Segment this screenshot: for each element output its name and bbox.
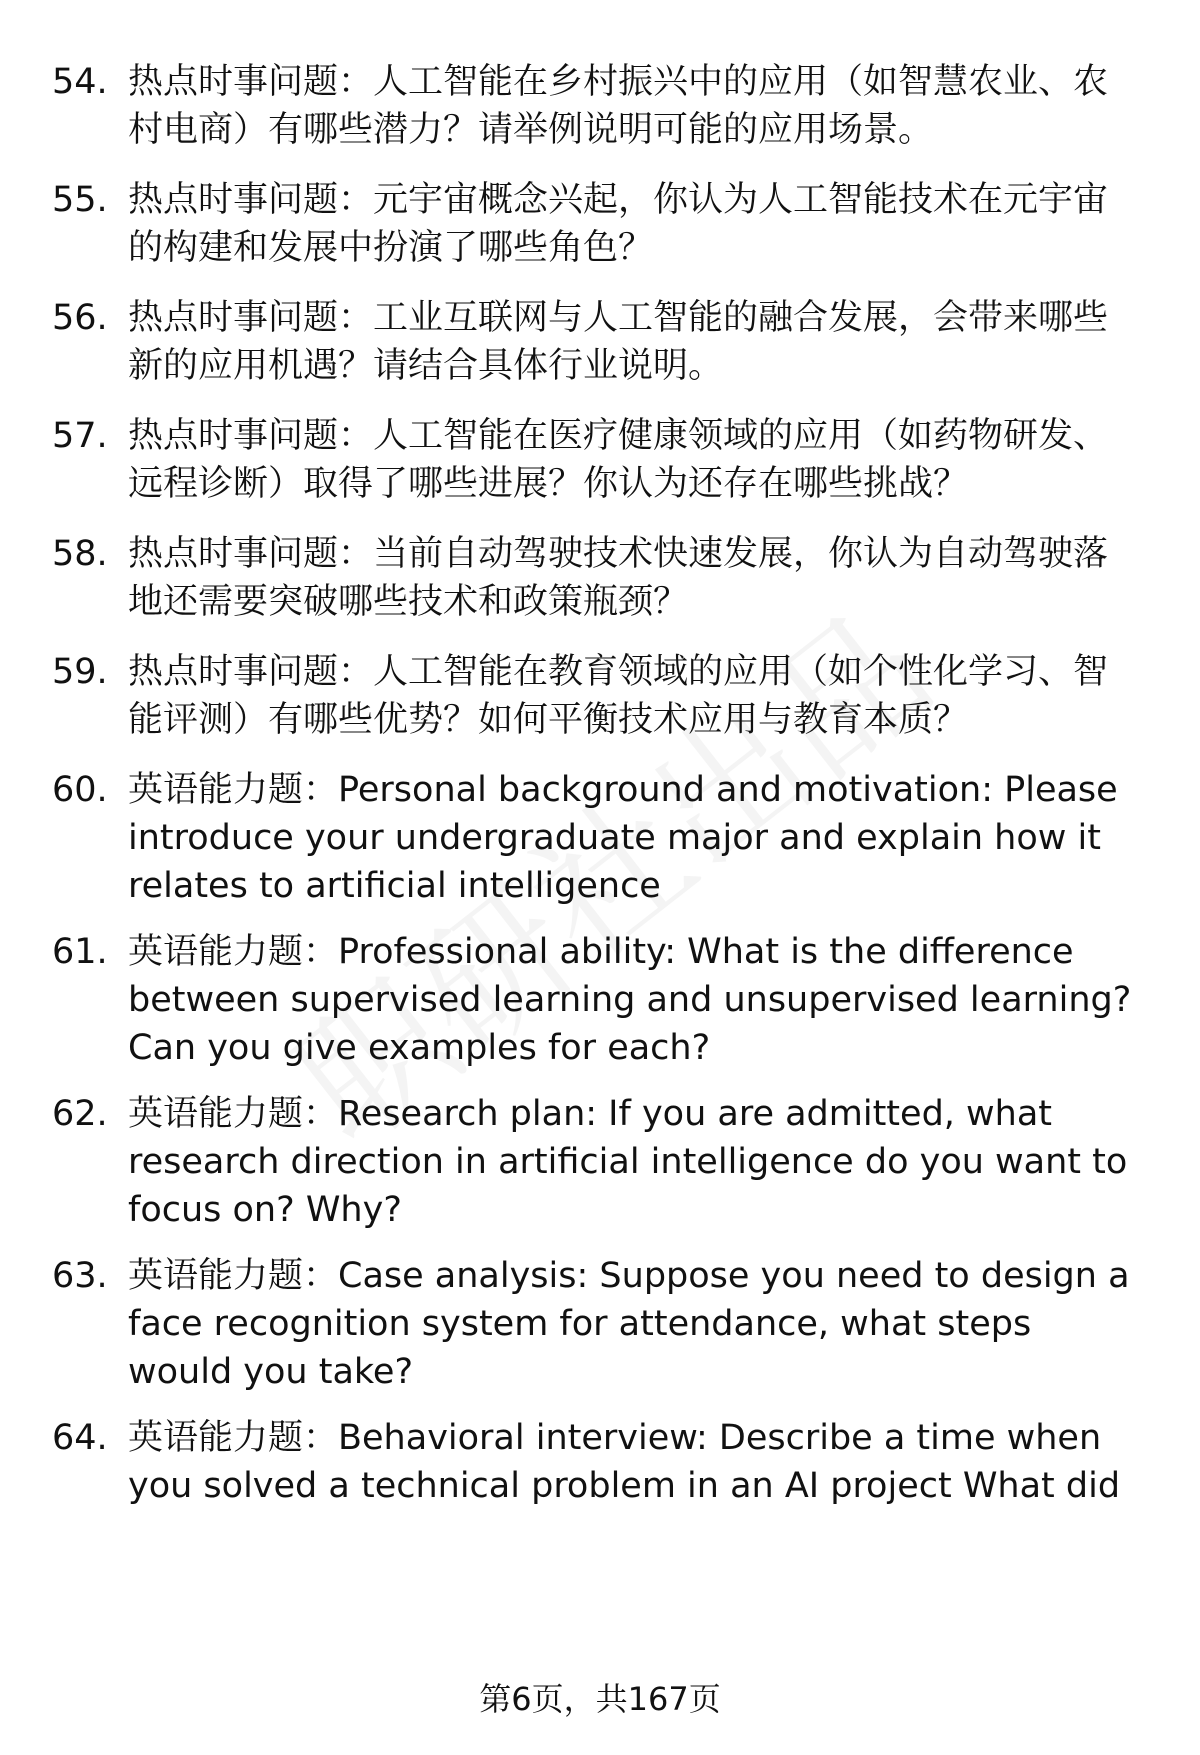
question-category: 热点时事问题： [128, 652, 374, 692]
question-number: 59. [52, 652, 108, 692]
question-62 [52, 1090, 1137, 1234]
question-text: Research plan: If you are admitted, what research direction in artificial intelligence do you want to focus on? Why? [128, 1094, 1128, 1230]
question-text: 工业互联网与人工智能的融合发展，会带来哪些新的应用机遇？请结合具体行业说明。 [128, 298, 1109, 386]
question-text: Behavioral interview: Describe a time when you solved a technical problem in an AI project What did [128, 1418, 1121, 1506]
question-text: 人工智能在医疗健康领域的应用（如药物研发、远程诊断）取得了哪些进展？你认为还存在哪些挑战？ [128, 416, 1109, 504]
question-category: 热点时事问题： [128, 180, 374, 220]
question-category: 热点时事问题： [128, 534, 374, 574]
question-number: 61. [52, 932, 108, 972]
question-category: 英语能力题： [128, 1418, 339, 1458]
question-number: 63. [52, 1256, 108, 1296]
question-category: 英语能力题： [128, 932, 339, 972]
question-text: 人工智能在乡村振兴中的应用（如智慧农业、农村电商）有哪些潜力？请举例说明可能的应用场景。 [128, 62, 1109, 150]
question-60 [52, 766, 1137, 910]
question-63 [52, 1252, 1137, 1396]
question-number: 54. [52, 62, 108, 102]
question-58 [52, 530, 1137, 626]
question-55 [52, 176, 1137, 272]
question-59 [52, 648, 1137, 744]
question-text: 元宇宙概念兴起，你认为人工智能技术在元宇宙的构建和发展中扮演了哪些角色？ [128, 180, 1109, 268]
question-category: 英语能力题： [128, 770, 339, 810]
page-number-footer: 第6页，共167页 [479, 1680, 721, 1718]
question-text: Case analysis: Suppose you need to design a face recognition system for attendance, what steps would you take? [128, 1256, 1130, 1392]
question-category: 热点时事问题： [128, 416, 374, 456]
question-text: Professional ability: What is the difference between supervised learning and unsupervised learning? Can you give examples for each? [128, 932, 1132, 1068]
question-54 [52, 58, 1137, 154]
question-number: 57. [52, 416, 108, 456]
question-number: 60. [52, 770, 108, 810]
question-number: 55. [52, 180, 108, 220]
question-category: 热点时事问题： [128, 298, 374, 338]
question-category: 英语能力题： [128, 1094, 339, 1134]
question-number: 64. [52, 1418, 108, 1458]
question-category: 热点时事问题： [128, 62, 374, 102]
question-text: 人工智能在教育领域的应用（如个性化学习、智能评测）有哪些优势？如何平衡技术应用与教育本质？ [128, 652, 1109, 740]
question-56 [52, 294, 1137, 390]
question-text: Personal background and motivation: Please introduce your undergraduate major and explain how it relates to artificial intelligence [128, 770, 1118, 906]
question-64 [52, 1414, 1137, 1510]
question-category: 英语能力题： [128, 1256, 339, 1296]
question-number: 56. [52, 298, 108, 338]
question-61 [52, 928, 1137, 1072]
question-number: 62. [52, 1094, 108, 1134]
question-57 [52, 412, 1137, 508]
question-text: 当前自动驾驶技术快速发展，你认为自动驾驶落地还需要突破哪些技术和政策瓶颈？ [128, 534, 1109, 622]
question-number: 58. [52, 534, 108, 574]
